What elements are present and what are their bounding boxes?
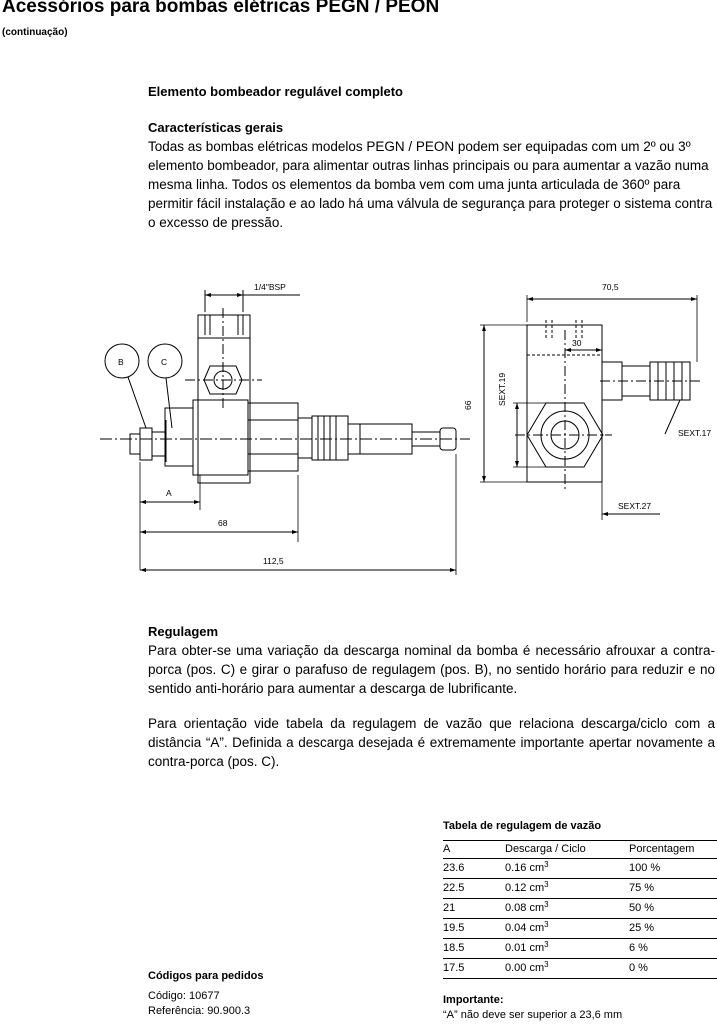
section-regulation-title: Regulagem — [148, 624, 219, 639]
cell-discharge: 0.16 $cm^3$ — [505, 859, 629, 879]
important-text: “A” não deve ser superior a 23,6 mm — [443, 1009, 623, 1021]
cell-a: 18.5 — [443, 939, 505, 959]
cell-discharge: 0.08 $cm^3$ — [505, 899, 629, 919]
cell-percent: 0 % — [629, 959, 717, 979]
section-features-title: Características gerais — [148, 120, 284, 135]
cell-discharge: 0.00 $cm^3$ — [505, 959, 629, 979]
label-bsp: 1/4"BSP — [254, 282, 286, 292]
cell-a: 17.5 — [443, 959, 505, 979]
flow-table-title: Tabela de regulagem de vazão — [443, 820, 602, 832]
table-row — [443, 919, 717, 939]
order-reference: Referência: 90.900.3 — [148, 1005, 251, 1017]
cell-a: 23.6 — [443, 859, 505, 879]
technical-drawing — [0, 270, 717, 580]
label-sext19: SEXT.19 — [497, 372, 507, 406]
order-code: Código: 10677 — [148, 990, 220, 1002]
page-title: Acessórios para bombas elétricas PEGN / PEON — [2, 0, 440, 17]
cell-a: 22.5 — [443, 879, 505, 899]
dim-30: 30 — [572, 338, 582, 348]
cell-discharge: 0.04 $cm^3$ — [505, 919, 629, 939]
flow-table — [443, 840, 717, 979]
table-row — [443, 879, 717, 899]
callout-c: C — [161, 357, 168, 367]
section-features-body: Todas as bombas elétricas modelos PEGN / PEON podem ser equipadas com um 2º ou 3º elemento bombeador, para alimentar outras linhas principais ou para aumentar a vazão numa mesma linha. Todos os elementos da bomba vem com uma junta articulada de 360º para permitir fácil instalação e ao lado há uma válvula de segurança para proteger o sistema contra o excesso de pressão. — [148, 139, 713, 230]
table-row — [443, 899, 717, 919]
page-subtitle: (continuação) — [2, 27, 68, 38]
label-sext27: SEXT.27 — [618, 501, 652, 511]
regulation-paragraph-1: Para obter-se uma variação da descarga nominal da bomba é necessário afrouxar a contra-porca (pos. C) e girar o parafuso de regulagem (pos. B), no sentido horário para reduzir e no sentido anti-horário para aumentar a descarga de lubrificante. — [148, 643, 715, 696]
cell-percent: 50 % — [629, 899, 717, 919]
dim-a: A — [166, 488, 172, 498]
table-row — [443, 939, 717, 959]
label-sext17: SEXT.17 — [678, 428, 712, 438]
dim-112-5: 112,5 — [263, 556, 284, 566]
header-a: A — [443, 841, 505, 859]
table-row — [443, 859, 717, 879]
important-title: Importante: — [443, 994, 504, 1006]
dim-66: 66 — [463, 400, 473, 410]
dim-68: 68 — [218, 518, 228, 528]
cell-a: 21 — [443, 899, 505, 919]
cell-percent: 75 % — [629, 879, 717, 899]
cell-percent: 6 % — [629, 939, 717, 959]
cell-discharge: 0.01 $cm^3$ — [505, 939, 629, 959]
cell-percent: 25 % — [629, 919, 717, 939]
table-row — [443, 959, 717, 979]
regulation-paragraph-2: Para orientação vide tabela da regulagem de vazão que relaciona descarga/ciclo com a distância “A”. Definida a descarga desejada é extremamente importante apertar novamente a contra-porca (pos. C). — [148, 716, 715, 769]
vertical-body — [198, 315, 250, 483]
callout-b: B — [118, 357, 124, 367]
order-codes-title: Códigos para pedidos — [148, 970, 264, 982]
cell-discharge: 0.12 $cm^3$ — [505, 879, 629, 899]
cell-percent: 100 % — [629, 859, 717, 879]
header-discharge: Descarga / Ciclo — [505, 841, 629, 859]
header-percent: Porcentagem — [629, 841, 717, 859]
dim-70-5: 70,5 — [602, 282, 619, 292]
table-header-row — [443, 841, 717, 859]
cell-a: 19.5 — [443, 919, 505, 939]
section-element-title: Elemento bombeador regulável completo — [148, 84, 403, 99]
